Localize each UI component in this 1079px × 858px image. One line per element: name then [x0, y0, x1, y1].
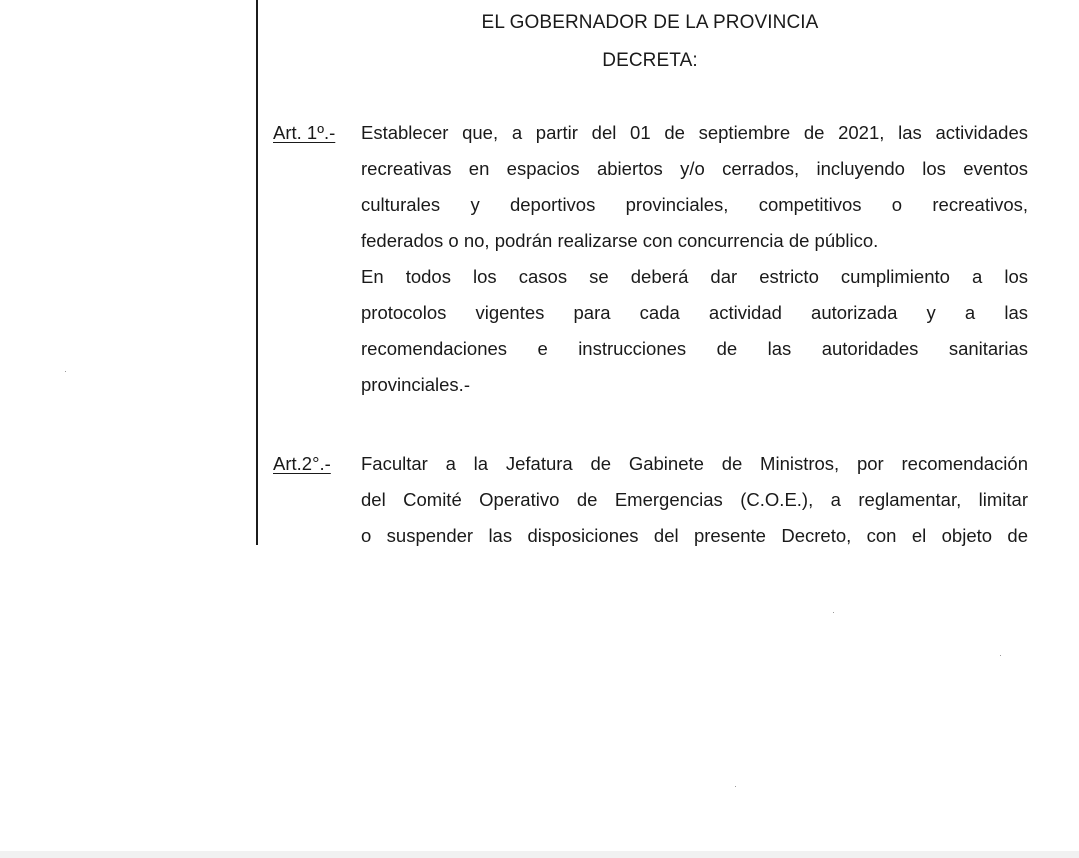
- heading-governor: EL GOBERNADOR DE LA PROVINCIA: [481, 12, 819, 33]
- scan-speck: [1000, 655, 1001, 656]
- article-line: recomendaciones e instrucciones de las autoridades sanitarias: [361, 338, 1028, 359]
- article-body: [361, 446, 1028, 554]
- article-line: culturales y deportivos provinciales, competitivos o recreativos,: [361, 194, 1028, 215]
- article-line: del Comité Operativo de Emergencias (C.O.E.), a reglamentar, limitar: [361, 489, 1028, 510]
- article-line: protocolos vigentes para cada actividad autorizada y a las: [361, 302, 1028, 323]
- article-body: [361, 115, 1028, 403]
- scan-speck: [833, 612, 834, 613]
- scan-speck: [65, 371, 66, 372]
- article-label: Art.2°.-: [273, 453, 331, 474]
- article-line: recreativas en espacios abiertos y/o cerrados, incluyendo los eventos: [361, 158, 1028, 179]
- article-line: provinciales.-: [361, 374, 470, 395]
- heading-decreta: DECRETA:: [602, 50, 698, 71]
- article-line: Establecer que, a partir del 01 de septiembre de 2021, las actividades: [361, 122, 1028, 143]
- scan-speck: [735, 786, 736, 787]
- article-line: o suspender las disposiciones del presente Decreto, con el objeto de: [361, 525, 1028, 546]
- article-line: En todos los casos se deberá dar estricto cumplimiento a los: [361, 266, 1028, 287]
- article-line: Facultar a la Jefatura de Gabinete de Ministros, por recomendación: [361, 453, 1028, 474]
- viewer-footer-strip: [0, 851, 1079, 858]
- article-label: Art. 1º.-: [273, 122, 336, 143]
- margin-rule: [256, 0, 258, 545]
- article-line: federados o no, podrán realizarse con concurrencia de público.: [361, 230, 879, 251]
